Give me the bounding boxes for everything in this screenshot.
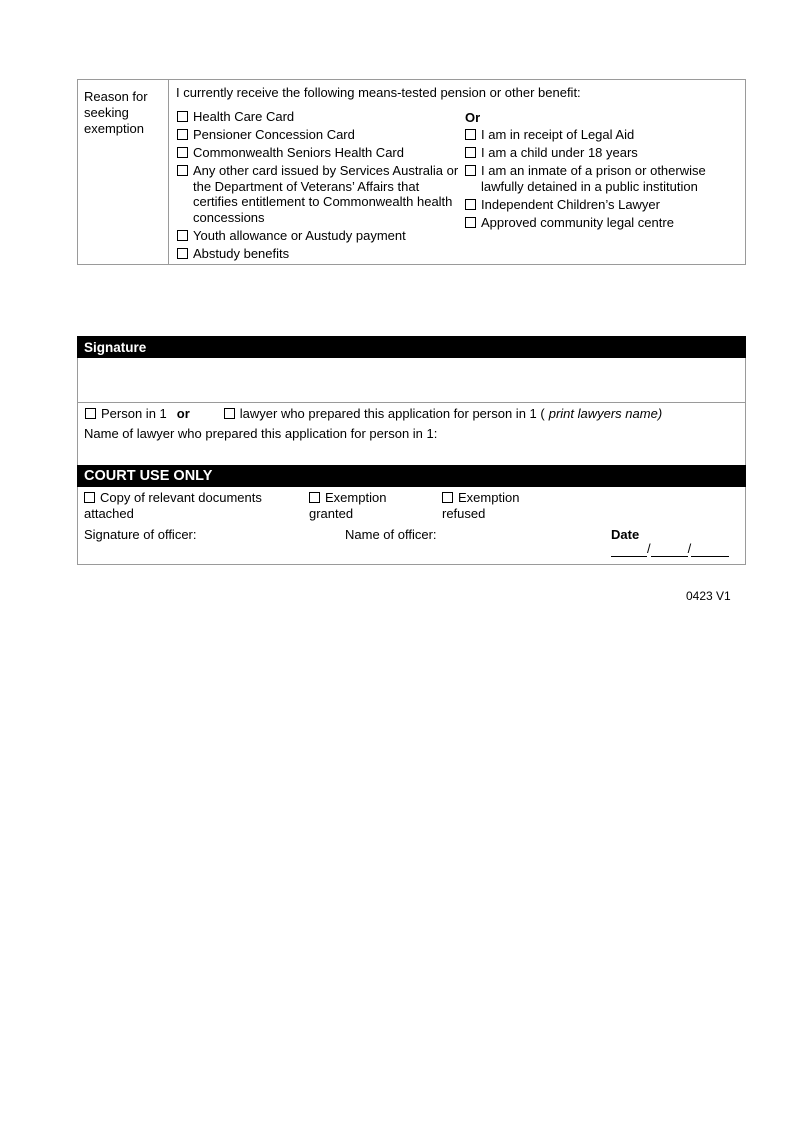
officer-name-field[interactable] bbox=[345, 544, 595, 562]
option-seniors-health-card bbox=[177, 145, 462, 161]
community-legal-centre-checkbox[interactable] bbox=[465, 217, 476, 228]
exemption-granted-label: Exemption granted bbox=[309, 490, 387, 521]
exemption-granted-option bbox=[309, 490, 414, 522]
officer-signature-field[interactable] bbox=[84, 544, 334, 562]
other-card-checkbox[interactable] bbox=[177, 165, 188, 176]
signer-choice-row bbox=[85, 406, 735, 422]
or-label: or bbox=[176, 406, 190, 421]
exemption-intro: I currently receive the following means-tested pension or other benefit: bbox=[176, 85, 581, 100]
legal-aid-checkbox[interactable] bbox=[465, 129, 476, 140]
date-separator: / bbox=[687, 541, 692, 556]
option-abstudy bbox=[177, 246, 462, 262]
reason-label: Reason for seeking exemption bbox=[84, 89, 148, 136]
option-label: Youth allowance or Austudy payment bbox=[193, 228, 406, 243]
option-child-under-18 bbox=[465, 145, 735, 161]
option-youth-allowance bbox=[177, 228, 462, 244]
option-label: Abstudy benefits bbox=[193, 246, 290, 261]
inmate-checkbox[interactable] bbox=[465, 165, 476, 176]
date-field bbox=[611, 542, 729, 557]
lawyer-name-field[interactable] bbox=[460, 424, 740, 460]
option-inmate bbox=[465, 163, 735, 194]
option-community-legal-centre bbox=[465, 215, 735, 231]
court-use-header: COURT USE ONLY bbox=[77, 465, 746, 487]
option-other-card bbox=[177, 163, 462, 225]
health-care-card-checkbox[interactable] bbox=[177, 111, 188, 122]
option-label: Health Care Card bbox=[193, 109, 295, 124]
signature-header: Signature bbox=[77, 336, 746, 358]
lawyer-label: lawyer who prepared this application for person in 1 ( bbox=[239, 406, 545, 421]
form-code: 0423 V1 bbox=[686, 589, 731, 603]
exemption-divider bbox=[168, 79, 169, 265]
person-in-1-label: Person in 1 bbox=[101, 406, 167, 421]
option-label: Approved community legal centre bbox=[481, 215, 674, 230]
lawyer-hint: print lawyers name) bbox=[548, 406, 663, 421]
youth-allowance-checkbox[interactable] bbox=[177, 230, 188, 241]
exemption-granted-checkbox[interactable] bbox=[309, 492, 320, 503]
option-health-care-card bbox=[177, 109, 462, 125]
exemption-refused-option bbox=[442, 490, 542, 522]
date-label: Date bbox=[611, 527, 640, 542]
lawyer-name-label: Name of lawyer who prepared this application for person in 1: bbox=[84, 426, 438, 441]
option-label: I am in receipt of Legal Aid bbox=[481, 127, 635, 142]
date-month-field[interactable] bbox=[651, 542, 688, 557]
option-label: I am an inmate of a prison or otherwise lawfully detained in a public institution bbox=[481, 163, 706, 194]
date-year-field[interactable] bbox=[691, 542, 729, 557]
lawyer-checkbox[interactable] bbox=[224, 408, 235, 419]
person-in-1-checkbox[interactable] bbox=[85, 408, 96, 419]
seniors-health-card-checkbox[interactable] bbox=[177, 147, 188, 158]
date-day-field[interactable] bbox=[611, 542, 647, 557]
option-label: Any other card issued by Services Australia or the Department of Veterans’ Affairs that certifies entitlement to Commonwealth health concessions bbox=[193, 163, 459, 225]
pensioner-concession-card-checkbox[interactable] bbox=[177, 129, 188, 140]
signature-field[interactable] bbox=[78, 358, 745, 402]
option-label: Independent Children’s Lawyer bbox=[481, 197, 660, 212]
option-independent-childrens-lawyer bbox=[465, 197, 735, 213]
exemption-refused-label: Exemption refused bbox=[442, 490, 520, 521]
option-legal-aid bbox=[465, 127, 735, 143]
officer-name-label: Name of officer: bbox=[345, 527, 437, 542]
option-label: Commonwealth Seniors Health Card bbox=[193, 145, 404, 160]
independent-childrens-lawyer-checkbox[interactable] bbox=[465, 199, 476, 210]
date-separator: / bbox=[647, 541, 651, 556]
copy-documents-label: Copy of relevant documents attached bbox=[84, 490, 262, 521]
exemption-refused-checkbox[interactable] bbox=[442, 492, 453, 503]
option-label: Pensioner Concession Card bbox=[193, 127, 355, 142]
copy-documents-checkbox[interactable] bbox=[84, 492, 95, 503]
or-label: Or bbox=[465, 110, 481, 125]
option-label: I am a child under 18 years bbox=[481, 145, 638, 160]
officer-signature-label: Signature of officer: bbox=[84, 527, 197, 542]
child-under-18-checkbox[interactable] bbox=[465, 147, 476, 158]
signature-divider bbox=[77, 402, 746, 403]
abstudy-checkbox[interactable] bbox=[177, 248, 188, 259]
copy-documents-option bbox=[84, 490, 299, 522]
option-pensioner-concession-card bbox=[177, 127, 462, 143]
